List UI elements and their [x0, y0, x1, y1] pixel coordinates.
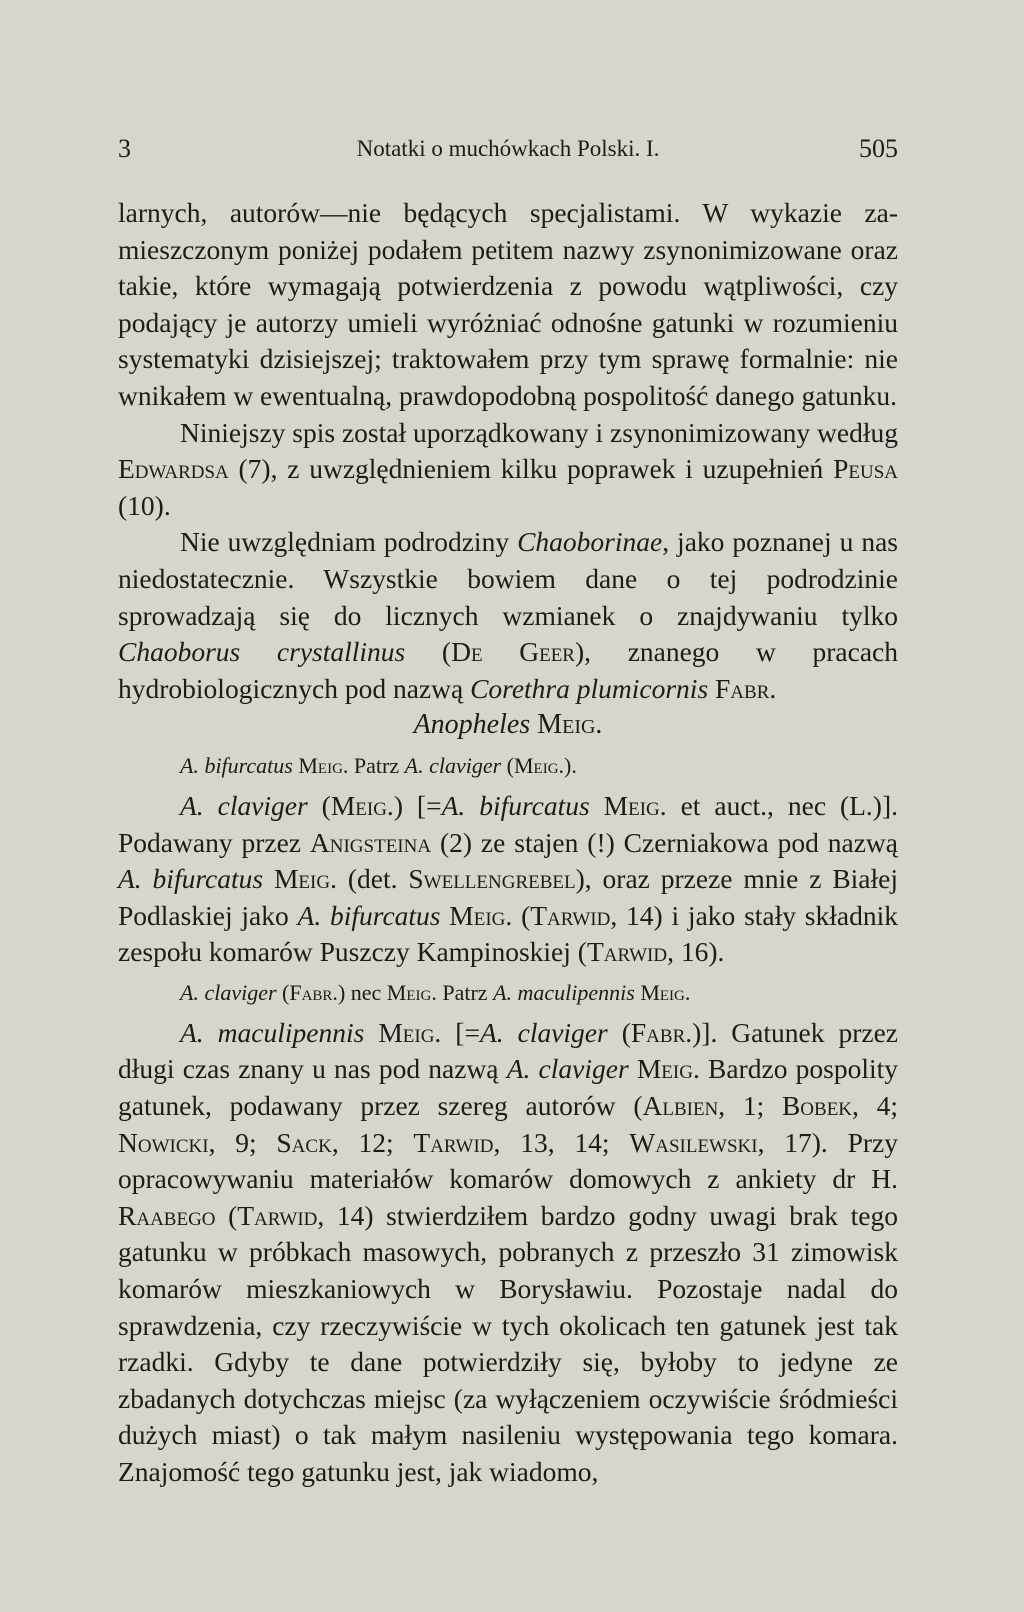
text-run [590, 790, 604, 821]
text-run [364, 1017, 378, 1048]
text-run [708, 673, 715, 704]
synonym-entry-2 [118, 977, 898, 1009]
taxon-name: A. maculipennis [180, 1016, 365, 1048]
author-name: Meig. [378, 1016, 442, 1048]
author-name: De Geer [451, 636, 575, 668]
text-run: , 16). [667, 936, 725, 968]
taxon-name: Chaoborus crystallinus [118, 636, 406, 668]
text-run: ( [276, 979, 290, 1005]
author-name: Fabr. [289, 979, 338, 1005]
body-text [118, 195, 898, 1491]
text-run: ( [405, 636, 452, 668]
taxon-name: A. claviger [479, 1016, 608, 1048]
author-name: Meig. [640, 979, 691, 1005]
taxon-name: Corethra plumicornis [470, 672, 709, 704]
text-run: Patrz [436, 979, 494, 1005]
text-run: larnych, autorów—nie będących specjalistami. W wykazie za- [118, 197, 898, 228]
paragraph-3 [118, 524, 898, 707]
author-name: Meig. [298, 752, 349, 778]
text-run [263, 863, 274, 894]
author-name: Peusa [833, 453, 898, 485]
text-run: (det. [336, 863, 409, 895]
paragraph-1 [118, 195, 898, 415]
page-number: 505 [859, 134, 898, 163]
author-name: Meig. [537, 709, 603, 741]
text-run: , 1; [718, 1090, 782, 1122]
author-name: Edwardsa [118, 453, 229, 485]
author-name: Tarwid [530, 899, 611, 931]
author-name: Sack [276, 1126, 332, 1158]
running-header [118, 134, 898, 170]
taxon-name: A. claviger [180, 979, 277, 1005]
author-name: Tarwid [413, 1126, 494, 1158]
author-name: Meig. [603, 789, 667, 821]
author-name: Meig. [636, 1053, 700, 1085]
text-run: , jako poznanej u nas niedostatecznie. Wszystkie bowiem dane o tej podrodzinie sprowadzają się do licznych wzmianek o znajdywaniu tylko [118, 526, 899, 631]
text-run: ( [512, 899, 531, 931]
author-name: Nowicki [118, 1126, 209, 1158]
taxon-name: A. claviger [404, 752, 502, 778]
text-run: ) nec [337, 979, 387, 1005]
author-name: Meig. [330, 789, 394, 821]
author-name: Meig. [449, 899, 513, 931]
species-entry-claviger [118, 788, 898, 971]
text-run: ), oraz przeze mnie z Białej Podlaskiej jako [118, 863, 899, 931]
text-run: , 12; [331, 1126, 414, 1158]
signature-mark: 3 [118, 134, 131, 163]
text-run: , 9; [208, 1126, 277, 1158]
text-run: . [769, 672, 777, 704]
author-name: Tarwid [237, 1199, 318, 1231]
author-name: Fabr. [630, 1016, 693, 1048]
text-run: Niniejszy spis został uporządkowany i zsynonimizowany według [180, 416, 898, 448]
text-run: )]. Gatunek przez długi czas znany u nas pod nazwą [118, 1016, 898, 1085]
author-name: Wasilewski [629, 1126, 758, 1158]
text-run: Nie uwzględniam podrodziny [180, 526, 518, 558]
text-run: ), znanego w pracach hydrobiologicznych pod nazwą [118, 636, 898, 704]
taxon-name: A. bifurcatus [118, 863, 264, 895]
text-run: , 17). Przy opracowywaniu materiałów komarów domowych z ankiety dr H. [118, 1126, 898, 1195]
author-name: Tarwid [586, 936, 668, 968]
synonym-entry-1 [118, 750, 898, 782]
taxon-name: A. claviger [506, 1053, 629, 1085]
text-run: , 4; [852, 1090, 898, 1122]
text-run [629, 1053, 637, 1084]
text-run: , 13, 14; [493, 1126, 630, 1158]
author-name: Bobek [781, 1090, 853, 1122]
genus-name: Anopheles [413, 709, 531, 741]
author-name: Anigsteina [309, 826, 432, 858]
author-name: Fabr [715, 672, 770, 704]
taxon-name: A. claviger [180, 789, 308, 821]
taxon-name: A. bifurcatus [297, 899, 441, 931]
author-name: Raabego [118, 1199, 216, 1231]
text-run: ( [607, 1016, 631, 1048]
taxon-name: A. bifurcatus [441, 789, 590, 821]
text-run: (10). [118, 489, 171, 521]
text-run: ( [307, 789, 331, 821]
species-entry-maculipennis [118, 1015, 898, 1491]
text-run: ) [= [393, 789, 442, 821]
taxon-name: Chaoborinae [517, 526, 663, 558]
text-run: , 14) stwierdziłem bardzo godny uwagi brak tego gatunku w próbkach masowych, pobranych z przeszło 31 zimowisk komarów mieszkaniowych w Borysławiu. Pozostaje nadal do sprawdzenia, czy rzeczywiście w tych okolicach ten gatunek jest tak rzadki. Gdyby te dane potwierdziły się, byłoby to jedyne ze zbadanych dotychczas miejsc (za wyłączeniem oczywiście śródmieści dużych miast) o tak małym nasileniu występowania tego komara. Znajomość tego gatunku jest, jak wiadomo, [118, 1199, 898, 1487]
section-heading [118, 707, 898, 744]
author-name: (Meig.). [506, 752, 577, 778]
taxon-name: A. maculipennis [493, 979, 635, 1005]
text-run: ( [215, 1199, 238, 1231]
text-run [441, 900, 450, 931]
text-run: et auct., nec (L.)]. Podawany przez [118, 789, 898, 858]
text-run: Patrz [348, 752, 405, 778]
text-run: [= [441, 1016, 480, 1048]
text-run: (2) ze stajen (!) Czerniakowa pod nazwą [431, 826, 898, 858]
author-name: Albien [642, 1090, 719, 1122]
author-name: Meig. [386, 979, 437, 1005]
text-run: Bardzo pospolity gatunek, podawany przez szereg autorów ( [118, 1053, 898, 1122]
running-title: Notatki o muchówkach Polski. I. [356, 136, 660, 161]
text-run: mieszczonym poniżej podałem petitem nazwy zsynonimizowane oraz takie, które wymagają potwierdzenia z powodu wątpliwości, czy podający je autorzy umieli wyróżniać odnośne gatunki w rozumieniu systematyki dzisiejszej; traktowałem przy tym sprawę formalnie: nie wnikałem w ewentualną, prawdopodobną pospolitość danego gatunku. [118, 233, 898, 411]
paragraph-2 [118, 415, 898, 525]
author-name: Swellengrebel [408, 863, 576, 895]
text-run: , 14) i jako stały składnik zespołu komarów Puszczy Kampinoskiej ( [118, 899, 898, 968]
text-run: (7), z uwzględnieniem kilku poprawek i uzupełnień [228, 453, 834, 485]
author-name: Meig. [273, 863, 337, 895]
taxon-name: A. bifurcatus [180, 752, 293, 778]
